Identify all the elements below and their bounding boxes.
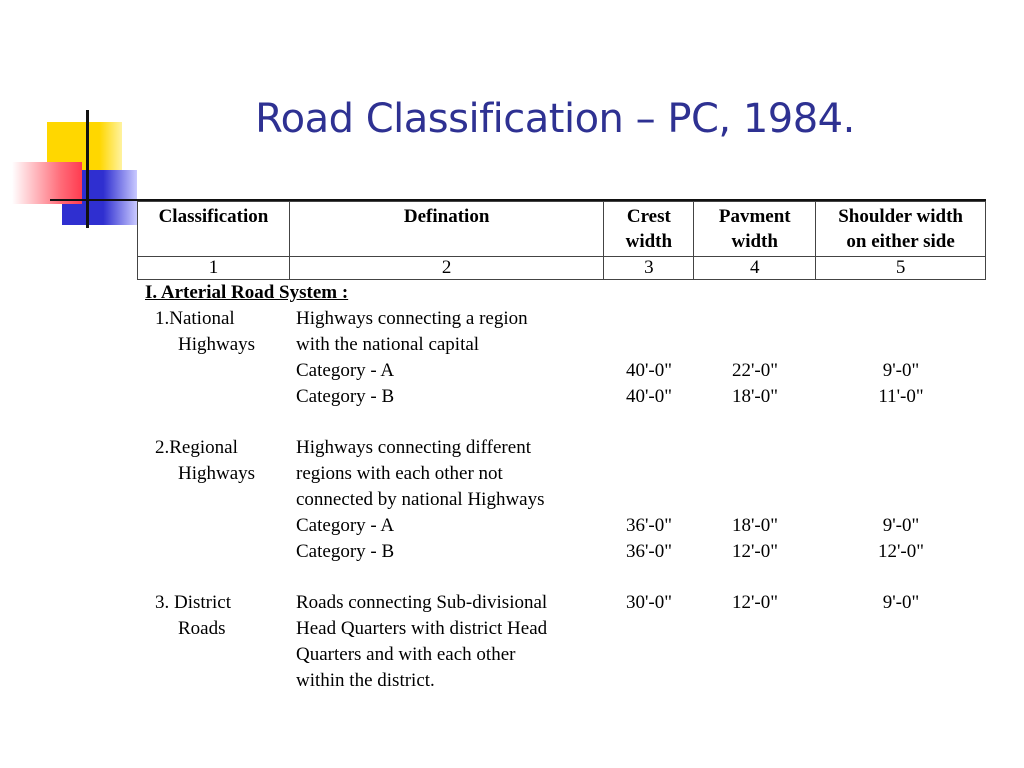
definition-text: within the district. <box>296 670 435 691</box>
crest-width-value: 40'-0" <box>625 386 672 407</box>
definition-text: regions with each other not <box>296 463 503 484</box>
column-number: 5 <box>816 257 986 280</box>
header-definition: Defination <box>289 202 603 257</box>
shoulder-width-value: 11'-0" <box>878 386 924 407</box>
header-classification: Classification <box>138 202 290 257</box>
pavement-width-value: 18'-0" <box>731 386 778 407</box>
section-heading: I. Arterial Road System : <box>145 282 349 303</box>
category-label: Category - B <box>296 541 395 562</box>
definition-text: Quarters and with each other <box>296 644 516 665</box>
category-label: Category - A <box>296 515 395 536</box>
pavement-width-value: 12'-0" <box>731 592 778 613</box>
classification-label: Highways <box>178 334 256 355</box>
decorative-red-square <box>12 162 82 204</box>
header-pavement-width: Pavment width <box>694 202 816 257</box>
pavement-width-value: 12'-0" <box>731 541 778 562</box>
definition-text: connected by national Highways <box>296 489 545 510</box>
definition-text: Highways connecting a region <box>296 308 528 329</box>
classification-label: Highways <box>178 463 256 484</box>
definition-text: Head Quarters with district Head <box>296 618 548 639</box>
column-number: 2 <box>289 257 603 280</box>
classification-label: 2.Regional <box>155 437 238 458</box>
header-crest-width: Crest width <box>604 202 694 257</box>
pavement-width-value: 18'-0" <box>731 515 778 536</box>
table-number-row <box>138 257 986 280</box>
column-number: 4 <box>694 257 816 280</box>
category-label: Category - B <box>296 386 395 407</box>
definition-text: Highways connecting different <box>296 437 531 458</box>
column-number: 3 <box>604 257 694 280</box>
definition-text: with the national capital <box>296 334 480 355</box>
header-shoulder-width: Shoulder width on either side <box>816 202 986 257</box>
classification-header-table <box>137 201 986 280</box>
column-number: 1 <box>138 257 290 280</box>
crest-width-value: 40'-0" <box>625 360 672 381</box>
shoulder-width-value: 12'-0" <box>877 541 924 562</box>
decorative-vertical-line <box>86 110 89 228</box>
table-header-row <box>138 202 986 257</box>
slide-title: Road Classification – PC, 1984. <box>255 96 855 142</box>
shoulder-width-value: 9'-0" <box>882 360 920 381</box>
classification-label: Roads <box>178 618 226 639</box>
classification-label: 1.National <box>155 308 235 329</box>
pavement-width-value: 22'-0" <box>731 360 778 381</box>
shoulder-width-value: 9'-0" <box>882 592 920 613</box>
shoulder-width-value: 9'-0" <box>882 515 920 536</box>
crest-width-value: 30'-0" <box>625 592 672 613</box>
crest-width-value: 36'-0" <box>625 541 672 562</box>
crest-width-value: 36'-0" <box>625 515 672 536</box>
category-label: Category - A <box>296 360 395 381</box>
classification-label: 3. District <box>155 592 231 613</box>
definition-text: Roads connecting Sub-divisional <box>296 592 548 613</box>
